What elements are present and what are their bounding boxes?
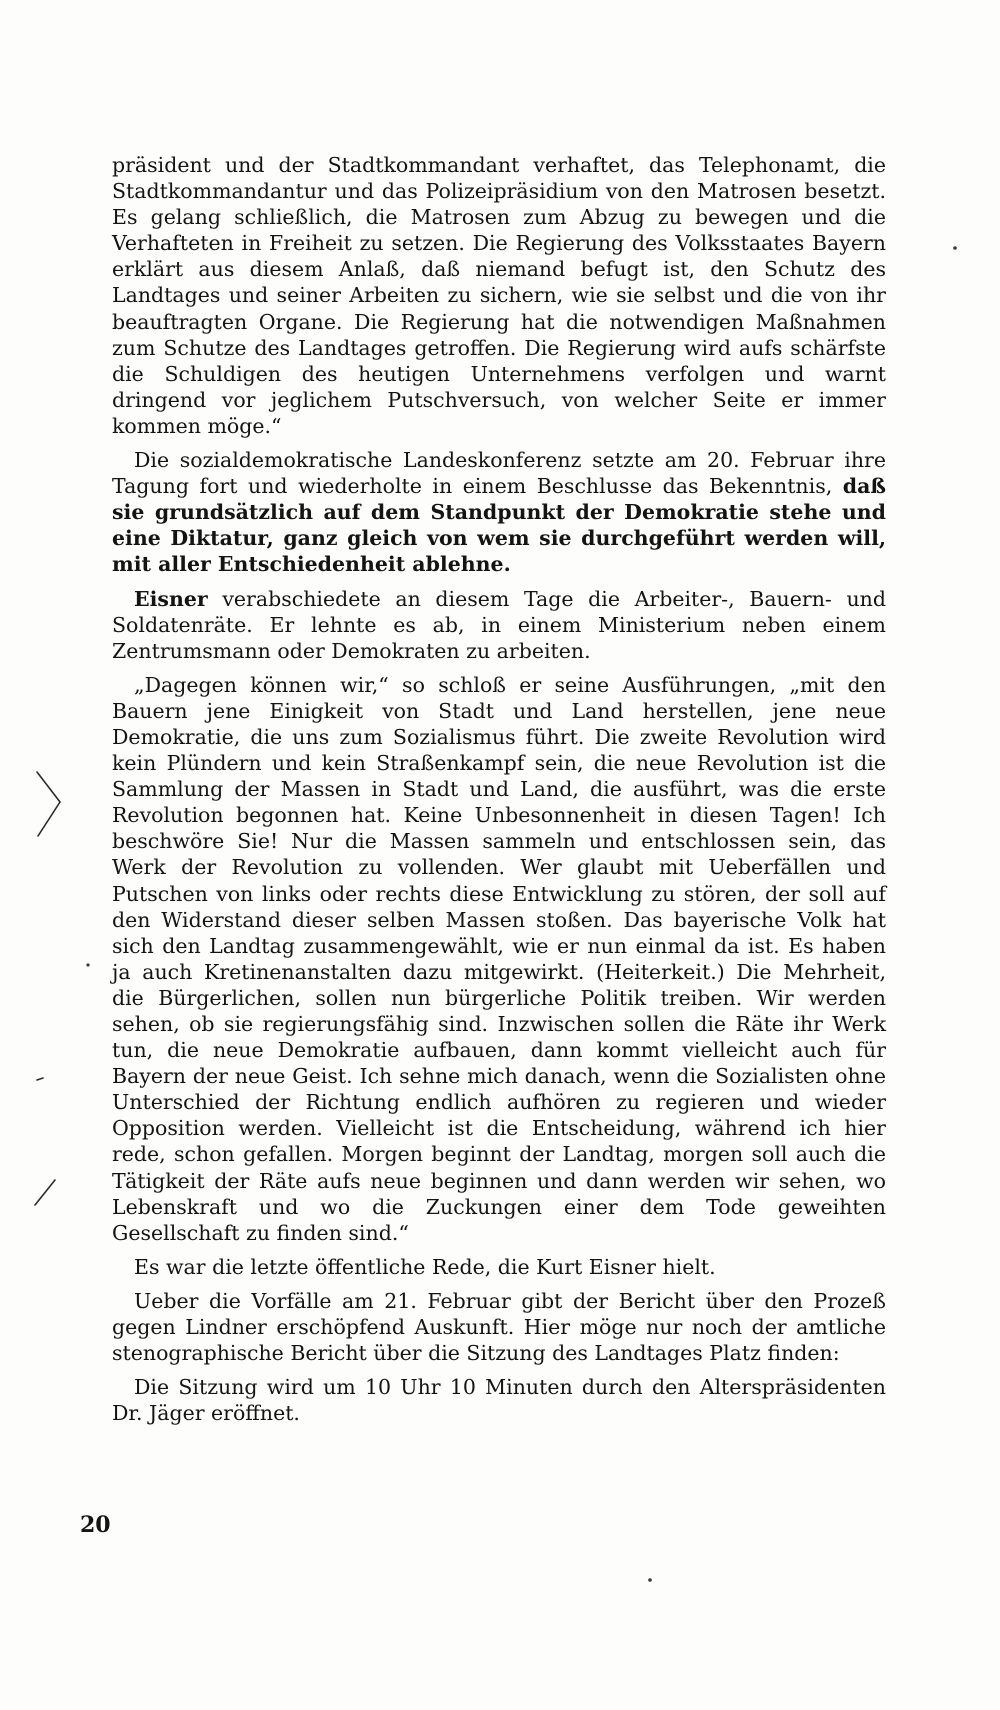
margin-dot-middle xyxy=(86,963,89,966)
paragraph-proclamation-end: präsident und der Stadtkommandant verhaftet, das Telephonamt, die Stadtkommandantur und das Polizeipräsidium von den Matrosen besetzt. Es gelang schließlich, die Matrosen zum Abzug zu bewegen und die Verhafteten in Freiheit zu setzen. Die Regierung des Volksstaates Bayern erklärt aus diesem Anlaß, daß niemand befugt ist, den Schutz des Landtages und seiner Arbeiten zu sichern, wie sie selbst und die von ihr beauftragten Organe. Die Regierung hat die notwendigen Maßnahmen zum Schutze des Landtages getroffen. Die Regierung wird aufs schärfste die Schuldigen des heutigen Unternehmens verfolgen und warnt dringend vor jeglichem Putschversuch, von welcher Seite er immer kommen möge.“ xyxy=(112,153,886,438)
body-text xyxy=(112,152,886,1426)
paragraph-party-conference-intro: Die sozialdemokratische Landeskonferenz setzte am 20. Februar ihre Tagung fort und wiederholte in einem Beschlusse das Bekenntnis, xyxy=(112,448,886,499)
margin-dot-top xyxy=(953,246,957,250)
pencil-mark-slash xyxy=(35,1180,55,1205)
paragraph-party-conference xyxy=(112,447,886,577)
paragraph-eisner-farewell xyxy=(112,586,886,664)
paragraph-party-conference-emphasis: daß sie grundsätzlich auf dem Standpunkt der Demokratie stehe und eine Diktatur, ganz gleich von wem sie durchgeführt werden will, mit aller Entschiedenheit ablehne. xyxy=(112,474,886,577)
page-number: 20 xyxy=(80,1512,111,1538)
eisner-name: Eisner xyxy=(134,586,208,611)
pencil-mark-lower xyxy=(38,802,60,836)
paragraph-eisner-speech: „Dagegen können wir,“ so schloß er seine Ausführungen, „mit den Bauern jene Einigkeit von Stadt und Land herstellen, jene neue Demokratie, die uns zum Sozialismus führt. Die zweite Revolution wird kein Plündern und kein Straßenkampf sein, die neue Revolution ist die Sammlung der Massen in Stadt und Land, die ausführt, was die erste Revolution begonnen hat. Keine Unbesonnenheit in diesen Tagen! Ich beschwöre Sie! Nur die Massen sammeln und entschlossen sein, das Werk der Revolution zu vollenden. Wer glaubt mit Ueberfällen und Putschen von links oder rechts diese Entwicklung zu stören, der soll auf den Widerstand dieser selben Massen stoßen. Das bayerische Volk hat sich den Landtag zusammengewählt, wie er nun einmal da ist. Es haben ja auch Kretinenanstalten dazu mitgewirkt. (Heiterkeit.) Die Mehrheit, die Bürgerlichen, sollen nun bürgerliche Politik treiben. Wir werden sehen, ob sie regierungsfähig sind. Inzwischen sollen die Räte ihr Werk tun, die neue Demokratie aufbauen, dann kommt vielleicht auch für Bayern der neue Geist. Ich sehne mich danach, wenn die Sozialisten ohne Unterschied der Richtung endlich aufhören zu regieren und wieder Opposition werden. Vielleicht ist die Entscheidung, während ich hier rede, schon gefallen. Morgen beginnt der Landtag, morgen soll auch die Tätigkeit der Räte aufs neue beginnen und dann werden wir sehen, wo Lebenskraft und wo die Zuckungen einer dem Tode geweihten Gesellschaft zu finden sind.“ xyxy=(112,672,886,1245)
margin-dot-bottom xyxy=(648,1578,652,1582)
pencil-mark-upper xyxy=(37,772,60,802)
pencil-mark-dash xyxy=(37,1078,43,1080)
paragraph-february-report: Ueber die Vorfälle am 21. Februar gibt der Bericht über den Prozeß gegen Lindner erschöpfend Auskunft. Hier möge nur noch der amtliche stenographische Bericht über die Sitzung des Landtages Platz finden: xyxy=(112,1288,886,1366)
paragraph-eisner-farewell-text: verabschiedete an diesem Tage die Arbeiter-, Bauern- und Soldatenräte. Er lehnte es ab, in einem Ministerium neben einem Zentrumsmann oder Demokraten zu arbeiten. xyxy=(112,586,886,663)
paragraph-last-speech: Es war die letzte öffentliche Rede, die Kurt Eisner hielt. xyxy=(134,1254,716,1279)
paragraph-session-opening: Die Sitzung wird um 10 Uhr 10 Minuten durch den Alterspräsidenten Dr. Jäger eröffnet. xyxy=(112,1375,886,1426)
